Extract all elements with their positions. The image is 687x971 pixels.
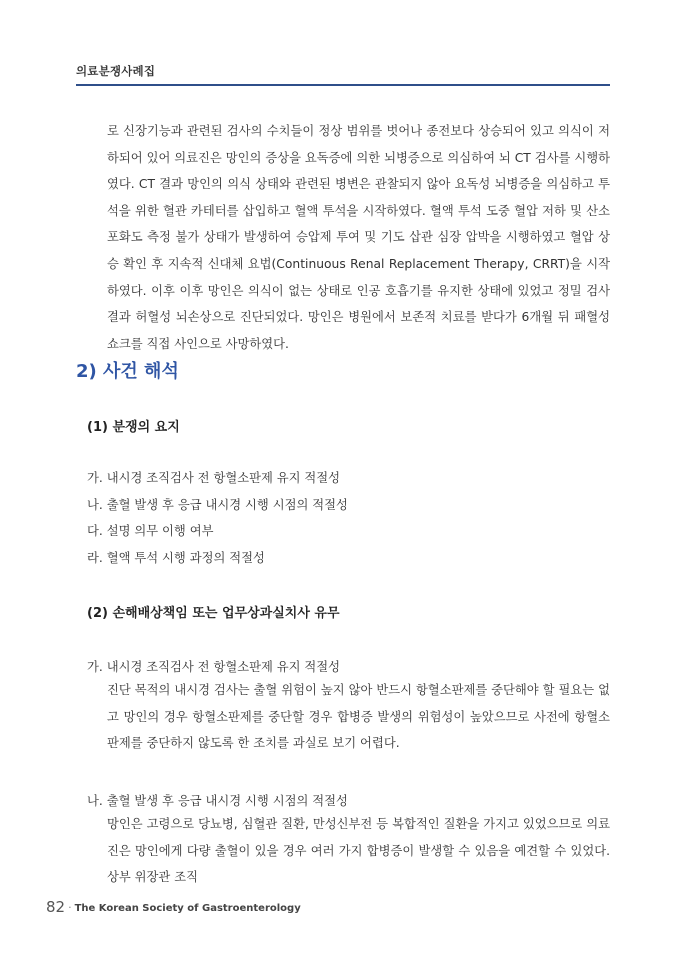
intro-paragraph <box>107 118 610 357</box>
page-footer <box>46 898 301 916</box>
list-item: 나. 출혈 발생 후 응급 내시경 시행 시점의 적절성 <box>87 497 348 512</box>
section-heading: 2) 사건 해석 <box>76 361 179 382</box>
list-item: 가. 내시경 조직검사 전 항혈소판제 유지 적절성 <box>87 471 341 485</box>
footer-separator: · <box>68 901 72 914</box>
page-number: 82 <box>46 898 66 916</box>
footer-society-name: The Korean Society of Gastroenterology <box>74 903 301 914</box>
list-item: 다. 설명 의무 이행 여부 <box>87 524 214 539</box>
liability-item-title: 가. 내시경 조직검사 전 항혈소판제 유지 적절성 <box>87 660 341 674</box>
header-divider <box>76 84 610 86</box>
subheading-liability: (2) 손해배상책임 또는 업무상과실치사 유무 <box>87 606 340 621</box>
list-item: 라. 혈액 투석 시행 과정의 적절성 <box>87 550 265 565</box>
intro-paragraph-text: 로 신장기능과 관련된 검사의 수치들이 정상 범위를 벗어나 종전보다 상승되어 있고 의식이 저하되어 있어 의료진은 망인의 증상을 요독증에 의한 뇌병증으로 의심하여 뇌 CT 검사를 시행하였다. CT 결과 망인의 의식 상태와 관련된 병변은 관찰되지 않아 요독성 뇌병증을 의심하고 투석을 위한 혈관 카테터를 삽입하고 혈액 투석을 시작하였다. 혈액 투석 도중 혈압 저하 및 산소 포화도 측정 불가 상태가 발생하여 승압제 투여 및 기도 삽관 심장 압박을 시행하였고 혈압 상승 확인 후 지속적 신대체 요법(Continuous Renal Replacement Therapy, CRRT)을 시작하였다. 이후 이후 망인은 의식이 없는 상태로 인공 호흡기를 유지한 상태에 있었고 정밀 검사 결과 허혈성 뇌손상으로 진단되었다. 망인은 병원에서 보존적 치료를 받다가 6개월 뒤 패혈성 쇼크를 직접 사인으로 사망하였다. <box>107 124 610 351</box>
running-header-title: 의료분쟁사례집 <box>76 64 156 78</box>
subheading-dispute-summary: (1) 분쟁의 요지 <box>87 420 180 435</box>
liability-item-body: 진단 목적의 내시경 검사는 출혈 위험이 높지 않아 반드시 항혈소판제를 중단해야 할 필요는 없고 망인의 경우 항혈소판제를 중단할 경우 합병증 발생의 위험성이 높았으므로 사전에 항혈소판제를 중단하지 않도록 한 조치를 과실로 보기 어렵다. <box>107 683 610 751</box>
liability-item-title: 나. 출혈 발생 후 응급 내시경 시행 시점의 적절성 <box>87 794 348 808</box>
liability-item-body: 망인은 고령으로 당뇨병, 심혈관 질환, 만성신부전 등 복합적인 질환을 가지고 있었으므로 의료진은 망인에게 다량 출혈이 있을 경우 여러 가지 합병증이 발생할 수 있음을 예견할 수 있었다. 상부 위장관 조직 <box>107 817 610 885</box>
dispute-summary-list <box>87 465 348 571</box>
